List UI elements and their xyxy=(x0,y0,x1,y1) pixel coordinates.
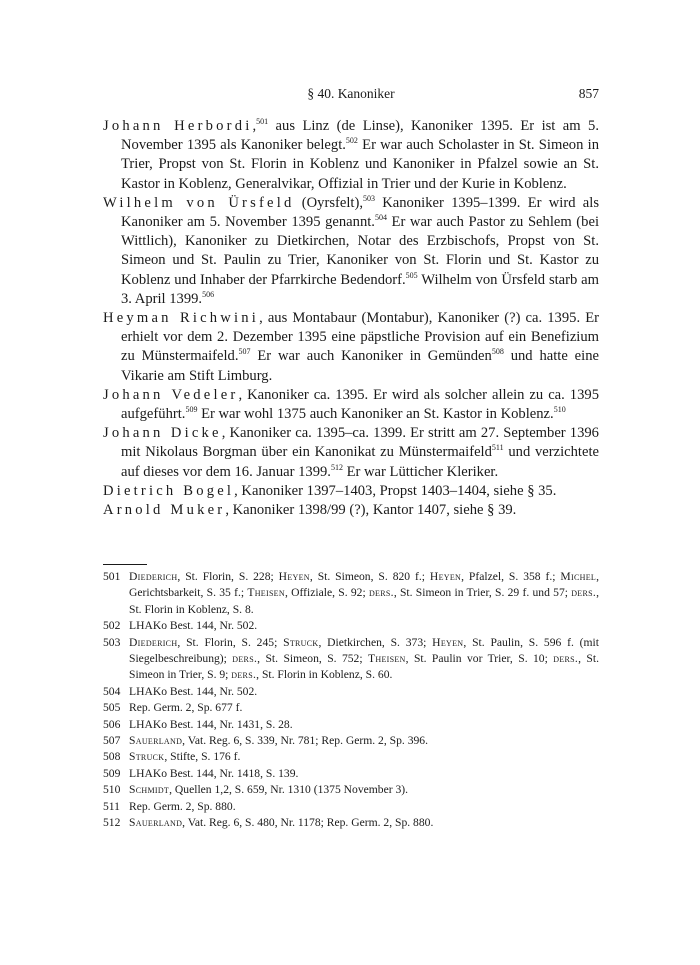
footnote xyxy=(103,799,599,815)
footnote-number: 501 xyxy=(103,570,121,583)
footnote-text xyxy=(129,684,599,700)
footnote xyxy=(103,749,599,765)
text-run: , Vat. Reg. 6, S. 339, Nr. 781; Rep. Germ. 2, Sp. 396. xyxy=(182,734,428,748)
footnote-text xyxy=(129,749,599,765)
footnote-number: 512 xyxy=(103,816,121,830)
footnote xyxy=(103,700,599,716)
text-run: und verzichtete auf dieses vor dem 16. Januar 1399. xyxy=(121,444,599,480)
canon-entry xyxy=(103,309,599,386)
person-name: Johann Vedeler xyxy=(103,386,239,403)
author-name: Diederich xyxy=(129,570,178,583)
author-name: Diederich xyxy=(129,635,178,649)
author-name: Schmidt xyxy=(129,783,170,797)
author-name: ders. xyxy=(553,652,579,666)
footnote-text xyxy=(129,618,599,634)
text-run: LHAKo Best. 144, Nr. 502. xyxy=(129,619,258,633)
footnote-reference: 509 xyxy=(185,405,198,415)
canon-entry xyxy=(103,482,599,501)
text-run: , Kanoniker ca. 1395–ca. 1399. Er stritt am 27. September 1396 mit Nikolaus Borgman über ein Kanonikat zu Münstermaifeld xyxy=(121,425,599,461)
text-run: , St. Simeon, S. 820 f.; xyxy=(309,570,430,583)
text-run: Rep. Germ. 2, Sp. 880. xyxy=(129,799,236,813)
text-run: Er war auch Scholaster in St. Simeon in Trier, Propst von St. Florin in Koblenz und Kanoniker in Pfalzel sowie an St. Kastor in Koblenz, Generalvikar, Offizial in Trier und der Kurie in Koblenz. xyxy=(121,137,600,192)
canon-entries xyxy=(103,117,599,520)
person-name: Dietrich Bogel xyxy=(103,482,235,499)
author-name: ders. xyxy=(571,586,597,600)
person-name: Heyman Richwini xyxy=(103,310,260,327)
text-run: , St. Simeon in Trier, S. 9; xyxy=(129,652,599,682)
author-name: Heyen xyxy=(429,570,462,583)
footnote-number: 507 xyxy=(103,734,121,748)
footnote-reference: 505 xyxy=(405,270,418,280)
text-run: , St. Florin, S. 228; xyxy=(177,570,279,583)
canon-entry xyxy=(103,194,599,309)
footnote-reference: 510 xyxy=(553,405,566,415)
footnote-text xyxy=(129,569,599,618)
footnotes xyxy=(103,569,599,832)
author-name: ders. xyxy=(232,652,258,666)
text-run: , Offiziale, S. 92; xyxy=(284,586,369,600)
footnote xyxy=(103,717,599,733)
text-run: , Stifte, S. 176 f. xyxy=(164,750,241,764)
text-run: , St. Paulin vor Trier, S. 10; xyxy=(405,652,554,666)
person-name: Johann Dicke xyxy=(103,425,222,442)
person-name: Wilhelm von Ürsfeld xyxy=(103,194,295,211)
footnote-number: 511 xyxy=(103,799,120,813)
footnote-reference: 502 xyxy=(345,136,358,146)
footnote-number: 502 xyxy=(103,619,121,633)
footnote-separator xyxy=(103,564,147,565)
footnote-number: 503 xyxy=(103,635,121,649)
running-head xyxy=(103,86,599,106)
footnote xyxy=(103,618,599,634)
text-run: , Kanoniker 1398/99 (?), Kantor 1407, siehe § 39. xyxy=(225,502,517,519)
text-run: , Vat. Reg. 6, S. 480, Nr. 1178; Rep. Germ. 2, Sp. 880. xyxy=(182,816,434,830)
footnote-text xyxy=(129,700,599,716)
text-run: Rep. Germ. 2, Sp. 677 f. xyxy=(129,701,243,715)
text-run: Er war auch Kanoniker in Gemünden xyxy=(250,348,492,365)
footnote xyxy=(103,782,599,798)
footnote xyxy=(103,766,599,782)
author-name: Sauerland xyxy=(129,816,183,830)
text-run: , St. Florin in Koblenz, S. 60. xyxy=(256,668,393,682)
author-name: Struck xyxy=(129,750,165,764)
author-name: Theisen xyxy=(247,586,285,600)
author-name: Sauerland xyxy=(129,734,183,748)
text-run: Er war auch Pastor zu Sehlem (bei Wittlich), Kanoniker zu Dietkirchen, Notar des Erzbischofs, Propst von St. Simeon und St. Paulin zu Trier, Kanoniker von St. Florin und St. Kastor zu Koblenz und Inhaber der Pfarrkirche Bedendorf. xyxy=(121,214,599,288)
text-run: , St. Paulin, S. 596 f. (mit Siegelbeschreibung); xyxy=(129,635,600,666)
canon-entry xyxy=(103,424,599,482)
canon-entry xyxy=(103,501,599,520)
footnote-text xyxy=(129,799,599,815)
footnote-text xyxy=(129,717,599,733)
text-run: Er war wohl 1375 auch Kanoniker an St. Kastor in Koblenz. xyxy=(197,406,554,423)
footnote-reference: 501 xyxy=(256,117,269,127)
text-run: (Oyrsfelt), xyxy=(294,194,363,211)
footnote-number: 506 xyxy=(103,717,121,731)
text-run: , St. Florin in Koblenz, S. 8. xyxy=(129,586,599,616)
text-run: , Gerichtsbarkeit, S. 35 f.; xyxy=(129,570,599,600)
text-run: , aus Montabaur (Montabur), Kanoniker (?) ca. 1395. Er erhielt vor dem 2. Dezember 1395 eine päpstliche Provision auf ein Benefizium zu Münstermaifeld. xyxy=(121,310,599,365)
page-number: 857 xyxy=(578,86,599,101)
footnote-text xyxy=(129,733,599,749)
footnote-reference: 507 xyxy=(238,347,251,357)
text-run: , Kanoniker 1397–1403, Propst 1403–1404, siehe § 35. xyxy=(234,482,557,499)
text-run: , St. Simeon, S. 752; xyxy=(257,652,368,666)
footnote-text xyxy=(129,766,599,782)
section-title: § 40. Kanoniker xyxy=(307,86,395,101)
text-run: LHAKo Best. 144, Nr. 502. xyxy=(129,684,258,698)
text-run: , Quellen 1,2, S. 659, Nr. 1310 (1375 November 3). xyxy=(169,783,409,797)
footnote-text xyxy=(129,635,599,684)
text-run: , Pfalzel, S. 358 f.; xyxy=(461,570,561,583)
footnote-reference: 503 xyxy=(362,193,375,203)
text-run: , xyxy=(252,118,257,134)
author-name: Heyen xyxy=(278,570,310,583)
text-run: Er war Lütticher Kleriker. xyxy=(342,463,499,480)
canon-entry xyxy=(103,117,599,194)
author-name: Michel xyxy=(560,570,597,583)
text-run: Kanoniker 1395–1399. Er wird als Kanoniker am 5. November 1395 genannt. xyxy=(121,194,599,231)
text-run: und hatte eine Vikarie am Stift Limburg. xyxy=(121,348,599,384)
person-name: Johann Herbordi xyxy=(103,118,253,134)
author-name: ders. xyxy=(231,668,257,682)
person-name: Arnold Muker xyxy=(103,502,226,519)
canon-entry xyxy=(103,386,599,424)
text-run: Wilhelm von Ürsfeld starb am 3. April 1399. xyxy=(121,271,599,307)
author-name: ders. xyxy=(368,586,394,600)
text-run: aus Linz (de Linse), Kanoniker 1395. Er ist am 5. November 1395 als Kanoniker belegt. xyxy=(121,118,599,154)
footnote xyxy=(103,569,599,618)
footnote xyxy=(103,635,599,684)
text-run: , St. Simeon in Trier, S. 29 f. und 57; xyxy=(393,586,572,600)
footnote-reference: 508 xyxy=(491,347,504,357)
footnote-number: 504 xyxy=(103,684,121,698)
author-name: Theisen xyxy=(368,652,406,666)
footnote-text xyxy=(129,782,599,798)
footnote-reference: 512 xyxy=(330,462,343,472)
footnote-reference: 511 xyxy=(491,443,504,453)
text-run: , St. Florin, S. 245; xyxy=(177,635,284,649)
footnote-reference: 506 xyxy=(202,289,215,299)
text-run: LHAKo Best. 144, Nr. 1418, S. 139. xyxy=(129,766,299,780)
text-run: , Dietkirchen, S. 373; xyxy=(318,635,433,649)
footnote xyxy=(103,684,599,700)
text-run: LHAKo Best. 144, Nr. 1431, S. 28. xyxy=(129,717,293,731)
footnote-number: 508 xyxy=(103,750,121,764)
footnote-number: 505 xyxy=(103,701,121,715)
text-run: , Kanoniker ca. 1395. Er wird als solcher allein zu ca. 1395 aufgeführt. xyxy=(121,386,599,423)
footnote-text xyxy=(129,815,599,831)
footnote-number: 510 xyxy=(103,783,121,797)
footnote xyxy=(103,733,599,749)
author-name: Heyen xyxy=(432,635,464,649)
footnote-number: 509 xyxy=(103,766,121,780)
footnote xyxy=(103,815,599,831)
author-name: Struck xyxy=(283,635,319,649)
footnote-reference: 504 xyxy=(374,213,387,223)
